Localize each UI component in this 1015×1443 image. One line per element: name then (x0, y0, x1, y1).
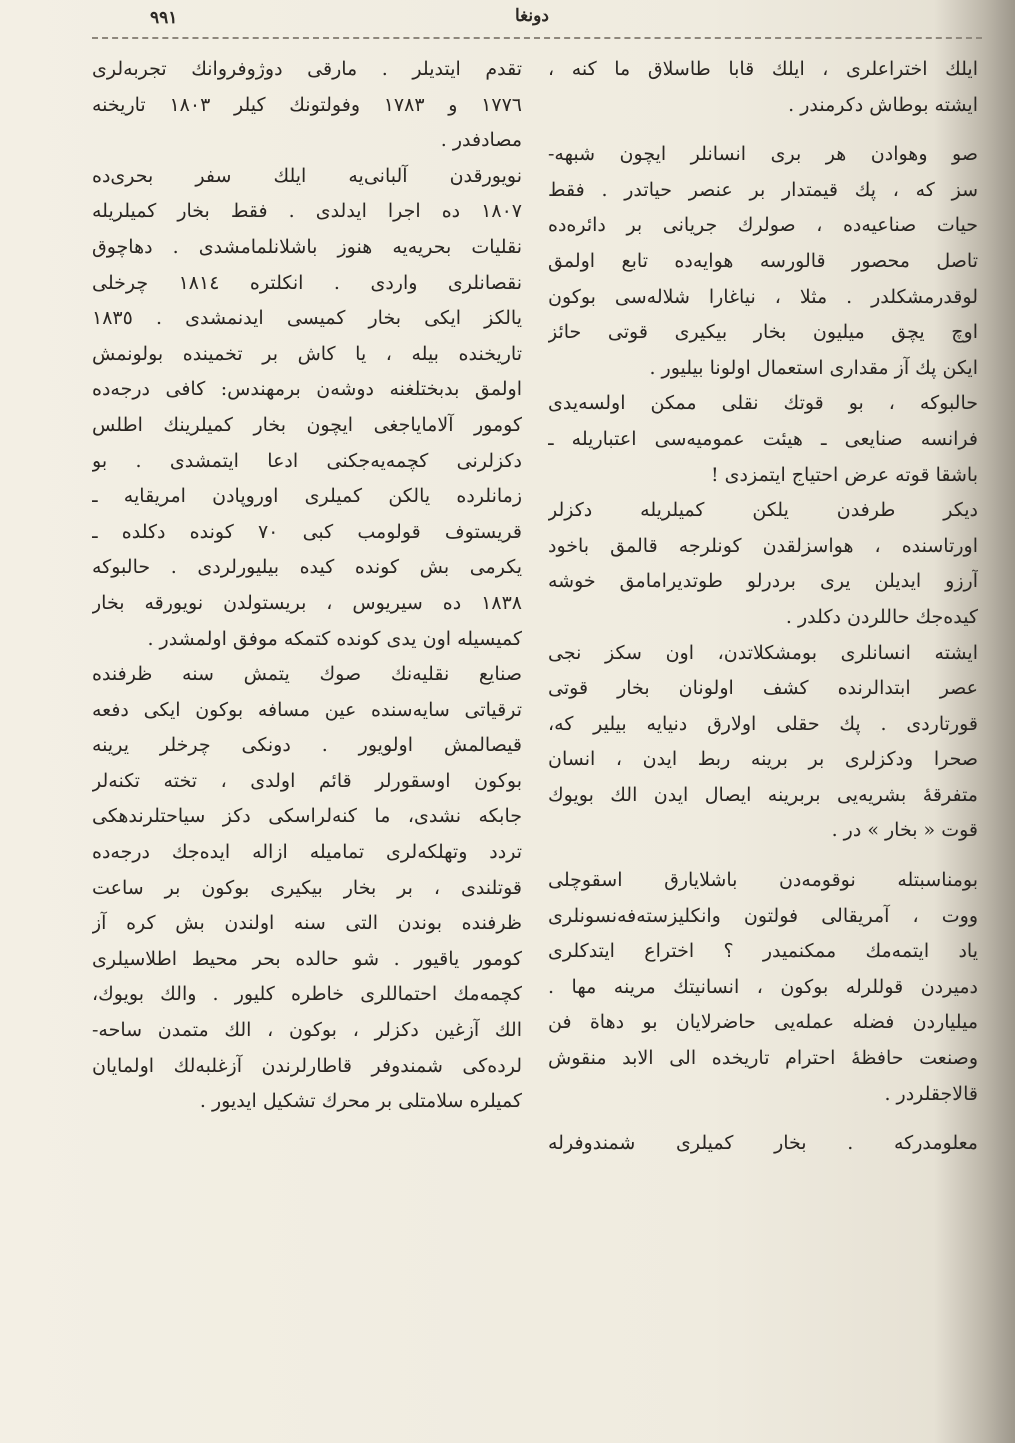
header-rule (92, 37, 982, 39)
text-line: لوقدرمشكلدر . مثلا ، نیاغارا شلاله‌سی بوكون (548, 285, 978, 308)
text-line: كمیسیله اون یدی كونده كتمكه موفق اولمشدر . (147, 627, 522, 650)
text-line: نقلیات بحریه‌یه هنوز باشلانلمامشدی . دهاچوق (92, 235, 522, 258)
text-line: قیصالمش اولویور . دونكی چرخلر یرینه (92, 734, 522, 757)
text-line: بوكون اوسقورلر قائم اولدی ، تخته تكنه‌لر (92, 769, 522, 792)
text-line: باشقا قوته عرض احتیاج ایتمزدی ! (710, 463, 978, 486)
text-line: صنایع نقلیه‌نك صوك یتمش سنه ظرفنده (92, 663, 522, 686)
text-line: ووت ، آمریقالی فولتون وانكلیزسته‌فه‌نسونلری (548, 904, 978, 927)
text-line: یكرمی بش كونده كیده بیلیورلردی . حالبوكه (92, 556, 522, 579)
text-line: حیات صناعیه‌ده ، صولرك جریانی بر دائره‌ده (548, 214, 978, 237)
text-line: كومور آلامایاجغی ایچون بخار كمیلرینك اطلس (92, 413, 522, 436)
text-line: سز كه ، پك قیمتدار بر عنصر حیاتدر . فقط (548, 178, 978, 201)
text-line: كومور یاقیور . شو حالده بحر محیط اطلاسیلری (92, 947, 522, 970)
text-line: حالبوكه ، بو قوتك نقلی ممكن اولسه‌یدی (548, 392, 978, 415)
text-line: تاریخنده بیله ، یا كاش بر تخمینده بولونمش (92, 342, 522, 365)
text-line: ١٨٣٨ ده سیریوس ، بریستولدن نویورقه بخار (92, 591, 522, 614)
text-line: دیكر طرفدن یلكن كمیلریله دكزلر (548, 499, 978, 522)
text-line: ١٧٧٦ و ١٧٨٣ وفولتونك كیلر ١٨٠٣ تاریخنه (92, 93, 522, 116)
text-line: نویورقدن آلبانی‌یه ایلك سفر بحری‌ده (92, 164, 522, 187)
text-line: قورتاردی . پك حقلی اولارق دنیایه بیلیر كه، (548, 712, 978, 735)
text-line: مصادفدر . (440, 129, 522, 152)
text-line: ایشته بوطاش دكرمندر . (788, 93, 978, 116)
text-line: ظرفنده بوندن التی سنه اولندن بش كره آز (92, 912, 522, 935)
text-line: كیده‌جك حاللردن دكلدر . (785, 605, 978, 628)
left-text-column (92, 52, 522, 1120)
text-line: تردد وتهلكه‌لری تماميله ازاله ایده‌جك درجه‌ده (92, 841, 522, 864)
text-line: یاد ایتمه‌مك ممكنمیدر ؟ اختراع ایتدكلری (548, 940, 978, 963)
text-line: فرانسه صنایعی ـ هیئت عمومیه‌سی اعتباریله ـ (548, 427, 978, 450)
text-line: نقصانلری واردی . انكلتره ١٨١٤ چرخلی (92, 271, 522, 294)
right-text-column (548, 52, 978, 1162)
text-line: ١٨٠٧ ده اجرا ایدلدی . فقط بخار كمیلریله (92, 200, 522, 223)
text-line: لرده‌كی شمندوفر قاطارلرندن آزغلبه‌لك اولمایان (92, 1054, 522, 1077)
text-line: قوتلندی ، بر بخار بیكیری بوكون بر ساعت (92, 876, 522, 899)
text-line: تاصل محصور قالورسه هوایه‌ده تابع اولمق (548, 249, 978, 272)
text-line: زمانلرده یالكن كمیلری اوروپادن امریقایه ـ (92, 485, 522, 508)
text-line: معلومدركه . بخار كمیلری شمندوفرله (548, 1132, 978, 1155)
text-line: الك آزغین دكزلر ، بوكون ، الك متمدن ساحه- (92, 1019, 522, 1042)
text-line: كچمه‌مك احتماللری خاطره كلیور . والك بویوك، (92, 983, 522, 1006)
text-line: میلیاردن فضله عمله‌یی حاضرلایان بو دهاة فن (548, 1011, 978, 1034)
text-line: یالكز ایكی بخار كمیسی ایدنمشدی . ١٨٣٥ (92, 307, 522, 330)
text-line: ایكن پك آز مقداری استعمال اولونا بیلیور . (649, 356, 978, 379)
text-line: قوت « بخار » در . (831, 819, 978, 842)
text-line: صحرا ودكزلری بر برینه ربط ایدن ، انسان (548, 748, 978, 771)
text-line: ایلك اختراعلری ، ایلك قابا طاسلاق ما كنه ، (548, 58, 978, 80)
text-line: قالاجقلردر . (884, 1082, 978, 1105)
text-line: كمیلره سلامتلی بر محرك تشكیل ایدیور . (199, 1090, 522, 1113)
text-line: متفرقهٔ بشریه‌یی بربرینه ایصال ایدن الك بویوك (548, 783, 978, 806)
running-title: دونغا (515, 6, 549, 26)
text-line: جابكه نشدی، ما كنه‌لراسكی دكز سیاحتلرندهكی (92, 805, 522, 828)
text-line: اورتاسنده ، هواسزلقدن كونلرجه قالمق باخود (548, 534, 978, 557)
text-line: ایشته انسانلری بومشكلاتدن، اون سكز نجی (548, 641, 978, 664)
text-line: وصنعت حافظهٔ احترام تاریخده الی الابد منقوش (548, 1047, 978, 1070)
text-line: اولمق بدبختلغنه دوشه‌ن برمهندس: كافی درجه‌ده (92, 378, 522, 401)
text-line: دمیردن قوللرله بوكون ، انسانیتك مرینه مها . (548, 975, 978, 998)
text-line: قریستوف قولومب كبی ٧٠ كونده دكلده ـ (92, 520, 522, 543)
text-line: صو وهوادن هر بری انسانلر ایچون شبهه- (548, 143, 978, 166)
text-line: ترقیاتی سایه‌سنده عین مسافه بوكون ایكی دفعه (92, 698, 522, 721)
text-line: بومناسبتله نوقومه‌دن باشلایارق اسقوچلی (548, 869, 978, 892)
text-line: عصر ابتدالرنده كشف اولونان بخار قوتی (548, 677, 978, 700)
text-line: اوچ یچق میلیون بخار بیكیری قوتی حائز (548, 321, 978, 344)
text-line: آرزو ایدیلن یری بردرلو طوتدیرامامق خوشه (548, 570, 978, 593)
page-number: ٩٩١ (150, 8, 178, 28)
text-line: دكزلرنی كچمه‌یه‌جكنی ادعا ایتمشدی . بو (92, 449, 522, 472)
text-line: تقدم ایتدیلر . مارقی دوژوفروانك تجربه‌لری (92, 58, 522, 80)
